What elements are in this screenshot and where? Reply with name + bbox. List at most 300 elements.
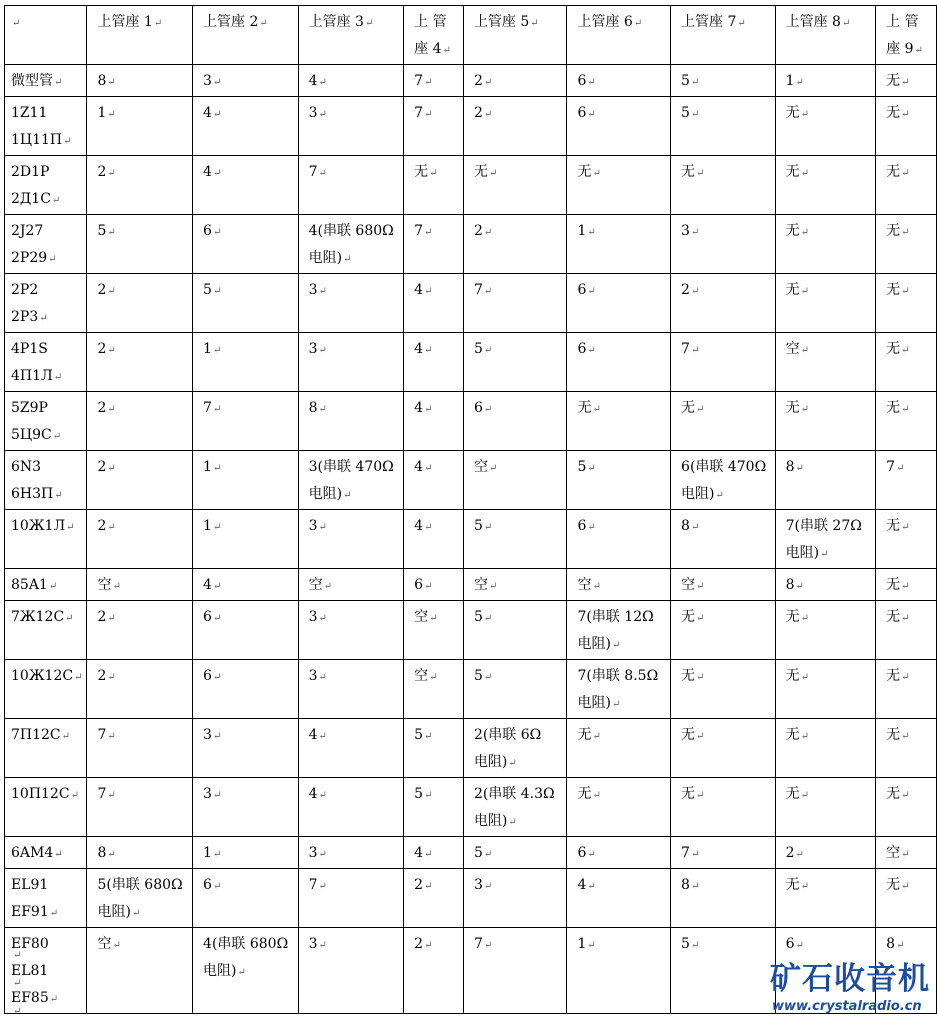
cell-text: 空: [785, 341, 800, 357]
paragraph-mark-icon: ↵: [483, 286, 493, 297]
paragraph-mark-icon: ↵: [690, 849, 700, 860]
paragraph-mark-icon: ↵: [107, 672, 116, 683]
cell-text: 空: [577, 577, 592, 593]
pin-cell: [404, 333, 464, 392]
cell-text: 6: [577, 518, 587, 534]
paragraph-mark-icon: ↵: [592, 731, 601, 742]
pin-cell: [298, 601, 404, 660]
paragraph-mark-icon: ↵: [800, 881, 809, 892]
pin-cell: [876, 601, 937, 660]
cell-text: 4: [203, 164, 212, 180]
paragraph-mark-icon: ↵: [212, 731, 222, 742]
paragraph-mark-icon: ↵: [48, 581, 58, 592]
cell-text: 6: [785, 936, 795, 952]
cell-text: 1: [97, 105, 107, 121]
cell-text: 空: [308, 577, 323, 593]
cell-text: 3: [308, 105, 318, 121]
cell-text: 无: [785, 282, 800, 298]
pin-cell: [87, 65, 193, 97]
pin-cell: [87, 869, 193, 928]
cell-text: 2: [97, 400, 107, 416]
cell-text: 3: [308, 845, 318, 861]
pin-cell: [775, 510, 876, 569]
pin-cell: [671, 778, 776, 837]
paragraph-mark-icon: ↵: [690, 109, 700, 120]
cell-text: 3(串联 470Ω: [308, 459, 394, 475]
pin-cell: [404, 97, 464, 156]
cell-text: 4(串联 680Ω: [308, 223, 394, 239]
cell-text: 6N3: [11, 459, 42, 475]
paragraph-mark-icon: ↵: [52, 431, 62, 442]
pin-cell: [193, 601, 299, 660]
pin-cell: [193, 97, 299, 156]
cell-text: 无: [886, 105, 901, 121]
cell-text: 2(串联 4.3Ω: [473, 786, 555, 802]
pin-cell: [671, 510, 776, 569]
cell-text: EF85: [11, 990, 49, 1006]
tube-model-cell: [5, 601, 87, 660]
pin-cell: [298, 274, 404, 333]
pin-cell: [87, 274, 193, 333]
cell-text: 3: [308, 282, 318, 298]
pin-cell: [193, 869, 299, 928]
pin-cell: [463, 97, 567, 156]
pin-cell: [404, 928, 464, 1014]
pin-cell: [298, 869, 404, 928]
paragraph-mark-icon: ↵: [483, 345, 493, 356]
pin-cell: [876, 837, 937, 869]
pin-cell: [404, 837, 464, 869]
pin-cell: [463, 65, 567, 97]
cell-text: 上 管座 9: [886, 14, 919, 57]
tube-model-cell: [5, 215, 87, 274]
pin-cell: [463, 837, 567, 869]
paragraph-mark-icon: ↵: [690, 345, 700, 356]
paragraph-mark-icon: ↵: [795, 849, 804, 860]
cell-text: 7(串联 12Ω: [577, 609, 654, 625]
paragraph-mark-icon: ↵: [896, 463, 905, 474]
cell-text: 无: [886, 73, 901, 89]
pin-cell: [671, 837, 776, 869]
paragraph-mark-icon: ↵: [343, 254, 352, 265]
paragraph-mark-icon: ↵: [901, 613, 910, 624]
paragraph-mark-icon: ↵: [587, 849, 596, 860]
cell-text: 4: [414, 459, 424, 475]
paragraph-mark-icon: ↵: [212, 613, 222, 624]
pin-cell: [671, 869, 776, 928]
pin-cell: [87, 601, 193, 660]
paragraph-mark-icon: ↵: [61, 731, 71, 742]
pin-cell: [193, 392, 299, 451]
paragraph-mark-icon: ↵: [53, 372, 63, 383]
paragraph-mark-icon: ↵: [587, 227, 596, 238]
paragraph-mark-icon: ↵: [107, 849, 116, 860]
pin-cell: [193, 660, 299, 719]
pin-cell: [404, 65, 464, 97]
paragraph-mark-icon: ↵: [820, 549, 829, 560]
paragraph-mark-icon: ↵: [530, 18, 539, 29]
cell-text: 无: [785, 105, 800, 121]
cell-text: 上管座 7: [681, 14, 737, 30]
paragraph-mark-icon: ↵: [51, 195, 61, 206]
pin-cell: [87, 392, 193, 451]
cell-text: 8: [97, 73, 107, 89]
pin-cell: [567, 869, 671, 928]
tube-model-cell: [5, 333, 87, 392]
cell-text: 4: [414, 518, 424, 534]
paragraph-mark-icon: ↵: [901, 345, 910, 356]
pin-cell: [775, 569, 876, 601]
paragraph-mark-icon: ↵: [49, 908, 59, 919]
pin-cell: [87, 928, 193, 1014]
cell-text: 6: [577, 341, 587, 357]
paragraph-mark-icon: ↵: [112, 940, 121, 951]
pin-cell: [671, 215, 776, 274]
cell-text: 10Ж12С: [11, 668, 74, 684]
paragraph-mark: ↵: [13, 950, 22, 961]
cell-text: 5: [473, 341, 483, 357]
cell-text: 8: [681, 877, 690, 893]
cell-text: 无: [886, 577, 901, 593]
pin-cell: [567, 215, 671, 274]
cell-text: EL91: [11, 877, 49, 893]
tube-model-cell: [5, 660, 87, 719]
paragraph-mark-icon: ↵: [107, 613, 116, 624]
paragraph-mark-icon: ↵: [107, 731, 116, 742]
paragraph-mark-icon: ↵: [696, 731, 705, 742]
paragraph-mark-icon: ↵: [424, 881, 433, 892]
tube-model-cell: [5, 569, 87, 601]
pin-cell: [404, 392, 464, 451]
paragraph-mark-icon: ↵: [131, 908, 141, 919]
cell-text: 无: [473, 164, 488, 180]
cell-text: 6: [203, 668, 212, 684]
cell-text: 1: [577, 936, 587, 952]
pin-cell: [775, 869, 876, 928]
pin-cell: [775, 451, 876, 510]
cell-text: 4: [414, 341, 424, 357]
paragraph-mark-icon: ↵: [611, 699, 621, 710]
paragraph-mark-icon: ↵: [424, 109, 433, 120]
pin-cell: [193, 451, 299, 510]
paragraph-mark-icon: ↵: [424, 731, 433, 742]
paragraph-mark-icon: ↵: [212, 109, 222, 120]
cell-text: 空: [886, 845, 901, 861]
paragraph-mark-icon: ↵: [901, 790, 910, 801]
paragraph-mark-icon: ↵: [424, 345, 433, 356]
cell-text: 4: [203, 105, 212, 121]
paragraph-mark-icon: ↵: [429, 613, 438, 624]
table-row: [5, 274, 937, 333]
paragraph-mark-icon: ↵: [800, 227, 809, 238]
table-row: [5, 65, 937, 97]
cell-text: 4: [308, 786, 318, 802]
paragraph-mark-icon: ↵: [483, 940, 493, 951]
pin-cell: [87, 510, 193, 569]
cell-text: 无: [886, 727, 901, 743]
pin-cell: [567, 333, 671, 392]
pin-cell: [876, 215, 937, 274]
pin-cell: [193, 156, 299, 215]
paragraph-mark-icon: ↵: [901, 581, 910, 592]
pin-cell: [775, 837, 876, 869]
paragraph-mark-icon: ↵: [318, 790, 327, 801]
header-cell: [298, 6, 404, 65]
cell-text: 5(串联 680Ω: [97, 877, 183, 893]
pin-cell: [876, 333, 937, 392]
pin-cell: [298, 660, 404, 719]
pin-cell: [671, 569, 776, 601]
paragraph-mark-icon: ↵: [795, 77, 804, 88]
cell-text: 7: [97, 727, 107, 743]
cell-text: 无: [785, 727, 800, 743]
header-cell: [876, 6, 937, 65]
pin-cell: [87, 569, 193, 601]
pin-cell: [876, 719, 937, 778]
paragraph-mark-icon: ↵: [424, 790, 433, 801]
table-row: [5, 569, 937, 601]
cell-text: 电阻): [785, 545, 820, 561]
pin-cell: [671, 156, 776, 215]
cell-text: 空: [97, 577, 112, 593]
paragraph-mark-icon: ↵: [901, 731, 910, 742]
paragraph-mark-icon: ↵: [424, 581, 433, 592]
paragraph-mark-icon: ↵: [66, 522, 75, 533]
cell-text: 3: [308, 341, 318, 357]
paragraph-mark-icon: ↵: [696, 168, 705, 179]
pin-cell: [404, 660, 464, 719]
cell-text: 4: [414, 845, 424, 861]
paragraph-mark-icon: ↵: [107, 227, 116, 238]
cell-text: 7: [681, 341, 690, 357]
pin-cell: [463, 778, 567, 837]
paragraph-mark-icon: ↵: [587, 463, 596, 474]
pin-cell: [463, 569, 567, 601]
pin-cell: [567, 778, 671, 837]
cell-text: 无: [886, 609, 901, 625]
cell-text: 2: [97, 518, 107, 534]
cell-text: 1: [203, 341, 212, 357]
table-row: [5, 510, 937, 569]
paragraph-mark-icon: ↵: [696, 404, 705, 415]
paragraph-mark-icon: ↵: [483, 404, 493, 415]
paragraph-mark-icon: ↵: [901, 672, 910, 683]
site-logo: [770, 960, 935, 1016]
pin-cell: [298, 510, 404, 569]
pin-cell: [87, 660, 193, 719]
pin-cell: [404, 719, 464, 778]
cell-text: 7: [97, 786, 107, 802]
pin-cell: [775, 65, 876, 97]
pin-cell: [876, 569, 937, 601]
pin-cell: [775, 333, 876, 392]
pin-cell: [193, 333, 299, 392]
paragraph-mark-icon: ↵: [318, 286, 327, 297]
table-row: [5, 660, 937, 719]
tube-model-cell: [5, 392, 87, 451]
paragraph-mark-icon: ↵: [424, 940, 433, 951]
cell-text: 10Ж1Л: [11, 518, 66, 534]
paragraph-mark-icon: ↵: [795, 940, 804, 951]
pin-cell: [298, 778, 404, 837]
pin-cell: [775, 601, 876, 660]
paragraph-mark-icon: ↵: [49, 994, 59, 1005]
pin-cell: [876, 156, 937, 215]
paragraph-mark-icon: ↵: [318, 109, 327, 120]
paragraph-mark-icon: ↵: [611, 640, 621, 651]
cell-text: 无: [577, 786, 592, 802]
pin-cell: [298, 451, 404, 510]
pin-cell: [876, 510, 937, 569]
pin-cell: [298, 837, 404, 869]
paragraph-mark-icon: ↵: [800, 286, 809, 297]
paragraph-mark-icon: ↵: [318, 522, 327, 533]
paragraph-mark-icon: ↵: [318, 404, 327, 415]
cell-text: 4: [203, 577, 212, 593]
cell-text: 上 管座 4: [414, 14, 447, 57]
pin-cell: [671, 451, 776, 510]
pin-cell: [876, 65, 937, 97]
pin-cell: [567, 510, 671, 569]
tube-model-cell: [5, 451, 87, 510]
cell-text: 电阻): [308, 250, 343, 266]
pin-cell: [298, 215, 404, 274]
pin-cell: [463, 719, 567, 778]
paragraph-mark-icon: ↵: [212, 522, 222, 533]
pin-cell: [463, 510, 567, 569]
paragraph-mark-icon: ↵: [212, 77, 222, 88]
pin-cell: [671, 928, 776, 1014]
pin-cell: [876, 869, 937, 928]
paragraph-mark-icon: ↵: [48, 254, 57, 265]
paragraph-mark-icon: ↵: [318, 940, 327, 951]
paragraph-mark-icon: ↵: [318, 731, 327, 742]
pin-cell: [775, 392, 876, 451]
cell-text: 7: [414, 73, 424, 89]
cell-text: 85A1: [11, 577, 48, 593]
paragraph-mark-icon: ↵: [696, 790, 705, 801]
paragraph-mark-icon: ↵: [318, 672, 327, 683]
paragraph-mark-icon: ↵: [795, 463, 804, 474]
pin-cell: [567, 837, 671, 869]
paragraph-mark-icon: ↵: [212, 790, 222, 801]
pin-cell: [876, 274, 937, 333]
pin-cell: [193, 837, 299, 869]
paragraph-mark-icon: ↵: [364, 18, 374, 29]
cell-text: 3: [308, 609, 318, 625]
pin-cell: [671, 274, 776, 333]
cell-text: 7: [681, 845, 690, 861]
cell-text: 1Z11: [11, 105, 48, 121]
logo-url-text: www.crystalradio.cn: [772, 999, 922, 1014]
cell-text: 无: [886, 668, 901, 684]
paragraph-mark-icon: ↵: [424, 522, 433, 533]
cell-text: 1Ц11П: [11, 132, 63, 148]
paragraph-mark-icon: ↵: [488, 463, 498, 474]
cell-text: 2J27: [11, 223, 44, 239]
cell-text: 无: [681, 164, 696, 180]
cell-text: 电阻): [681, 486, 715, 502]
cell-text: 5Ц9С: [11, 427, 52, 443]
pin-cell: [671, 65, 776, 97]
cell-text: 无: [681, 400, 696, 416]
pin-cell: [567, 928, 671, 1014]
paragraph-mark-icon: ↵: [424, 849, 433, 860]
header-cell: [463, 6, 567, 65]
cell-text: 4(串联 680Ω: [203, 936, 289, 952]
paragraph-mark-icon: ↵: [696, 672, 705, 683]
pin-cell: [567, 451, 671, 510]
cell-text: 2D1P: [11, 164, 50, 180]
paragraph-mark-icon: ↵: [259, 18, 268, 29]
cell-text: 6(串联 470Ω: [681, 459, 767, 475]
pin-cell: [463, 156, 567, 215]
cell-text: 2P3: [11, 309, 39, 325]
pin-cell: [775, 274, 876, 333]
pin-cell: [775, 215, 876, 274]
pin-cell: [87, 837, 193, 869]
cell-text: 无: [681, 727, 696, 743]
cell-text: 4П1Л: [11, 368, 53, 384]
pin-cell: [404, 451, 464, 510]
cell-text: 6: [414, 577, 424, 593]
paragraph-mark-icon: ↵: [107, 168, 116, 179]
pin-cell: [567, 719, 671, 778]
pin-cell: [671, 333, 776, 392]
paragraph-mark-icon: ↵: [65, 613, 74, 624]
cell-text: 上管座 8: [785, 14, 841, 30]
cell-text: 3: [308, 936, 318, 952]
paragraph-mark-icon: ↵: [690, 77, 700, 88]
pin-cell: [193, 719, 299, 778]
cell-text: 电阻): [577, 636, 611, 652]
cell-text: 10П12С: [11, 786, 70, 802]
cell-text: 2: [785, 845, 795, 861]
cell-text: 电阻): [97, 904, 131, 920]
paragraph-mark-icon: ↵: [587, 881, 596, 892]
paragraph-mark-icon: ↵: [587, 522, 596, 533]
pin-cell: [775, 97, 876, 156]
paragraph-mark-icon: ↵: [107, 77, 116, 88]
cell-text: 2P29: [11, 250, 48, 266]
cell-text: 5: [681, 73, 690, 89]
cell-text: 1: [203, 459, 212, 475]
pin-cell: [298, 569, 404, 601]
cell-text: 无: [785, 223, 800, 239]
pin-cell: [193, 569, 299, 601]
paragraph-mark: ↵: [13, 1006, 22, 1017]
cell-text: 电阻): [308, 486, 343, 502]
pin-cell: [463, 601, 567, 660]
pin-cell: [87, 778, 193, 837]
pin-cell: [87, 156, 193, 215]
pin-cell: [463, 215, 567, 274]
cell-text: 2: [473, 223, 483, 239]
paragraph-mark-icon: ↵: [424, 463, 433, 474]
paragraph-mark-icon: ↵: [587, 77, 596, 88]
paragraph-mark-icon: ↵: [633, 18, 643, 29]
paragraph-mark-icon: ↵: [212, 849, 222, 860]
paragraph-mark-icon: ↵: [237, 967, 246, 978]
cell-text: 空: [97, 936, 112, 952]
cell-text: 2: [97, 341, 107, 357]
cell-text: 4: [414, 400, 424, 416]
paragraph-mark-icon: ↵: [715, 490, 724, 501]
paragraph-mark-icon: ↵: [212, 881, 222, 892]
paragraph-mark-icon: ↵: [429, 672, 438, 683]
paragraph-mark-icon: ↵: [592, 790, 601, 801]
paragraph-mark-icon: ↵: [54, 77, 63, 88]
